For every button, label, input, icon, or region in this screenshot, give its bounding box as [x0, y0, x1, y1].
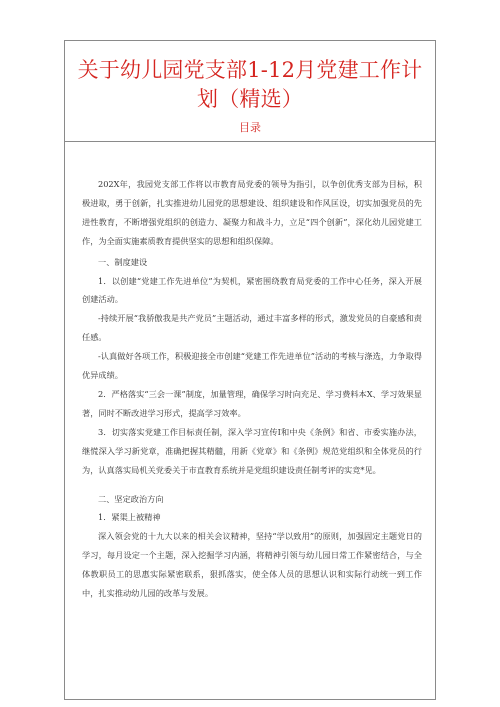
body-paragraph: 深入领会党的十九大以来的相关会议精神，坚持“学以致用”的原则，加强固定主题党日的学习，每月设定一个主题，深入挖掘学习内涵，将精神引领与幼儿园日常工作紧密结合，与全体教职员工的思惠实际紧密联系，狠抓落实，使全体人员的思想认识和实际行动统一到工作中，扎实推动幼儿园的改革与发展。	[82, 531, 422, 599]
body-paragraph: 3．切实落实党建工作目标责任制，深入学习宣传I和中央《条例》和省、市委实施办法，继慌深入学习新党章，准确把握其精髓，用新《党章》和《条例》规范党组织和全体党员的行为，认真落实局机关党委关于市直教育系统并是党组织建设责任制考评的实竞*见。	[82, 426, 422, 475]
document-title	[66, 56, 434, 114]
title-line-1: 关于幼儿园党支部1-12月党建工作计	[77, 58, 423, 82]
section-heading-1: 一、制度建设	[98, 256, 148, 267]
title-line-2: 划（精选）	[197, 87, 303, 111]
header-divider	[64, 141, 436, 142]
body-paragraph: 1．以创建“党建工作先进单位”为契机，紧密围绕教育局党委的工作中心任务，深入开展创建活动。	[82, 275, 422, 305]
intro-paragraph: 202X年，我园党支部工作将以市教育局党委的领导为指引，以争创优秀支部为目标，积极进取，勇于创新，扎实推进幼儿园党的思想建设、组织建设和作风匡设，切实加强党员的先进性教育，不断增强党组织的创造力、凝聚力和战斗力，立足“四个创新”，深化幼儿园党建工作，为全面实施素质教育提供坚实的思想和组织保障。	[82, 179, 422, 246]
body-paragraph: -持续开展“我骄傲我是共产党员”主题活动，通过丰富多样的形式，激发党员的自豪感和责任感。	[82, 313, 422, 343]
section-heading-2: 二、坚定政治方向	[98, 493, 164, 504]
subsection-heading: 1．紧渠上被精神	[98, 512, 161, 523]
document-body	[82, 175, 422, 603]
body-paragraph: -认真做好各项工作，积极迎接全市创建“党建工作先进单位”活动的考核与涤选，力争取得优异成绩。	[82, 351, 422, 381]
body-paragraph: 2．严格落实“三会一课”制度，加量管理，确保学习时向充足、学习费料本X、学习效果显著，同时不断改进学习形式，提高学习效率。	[82, 388, 422, 418]
toc-label: 目录	[239, 121, 261, 134]
